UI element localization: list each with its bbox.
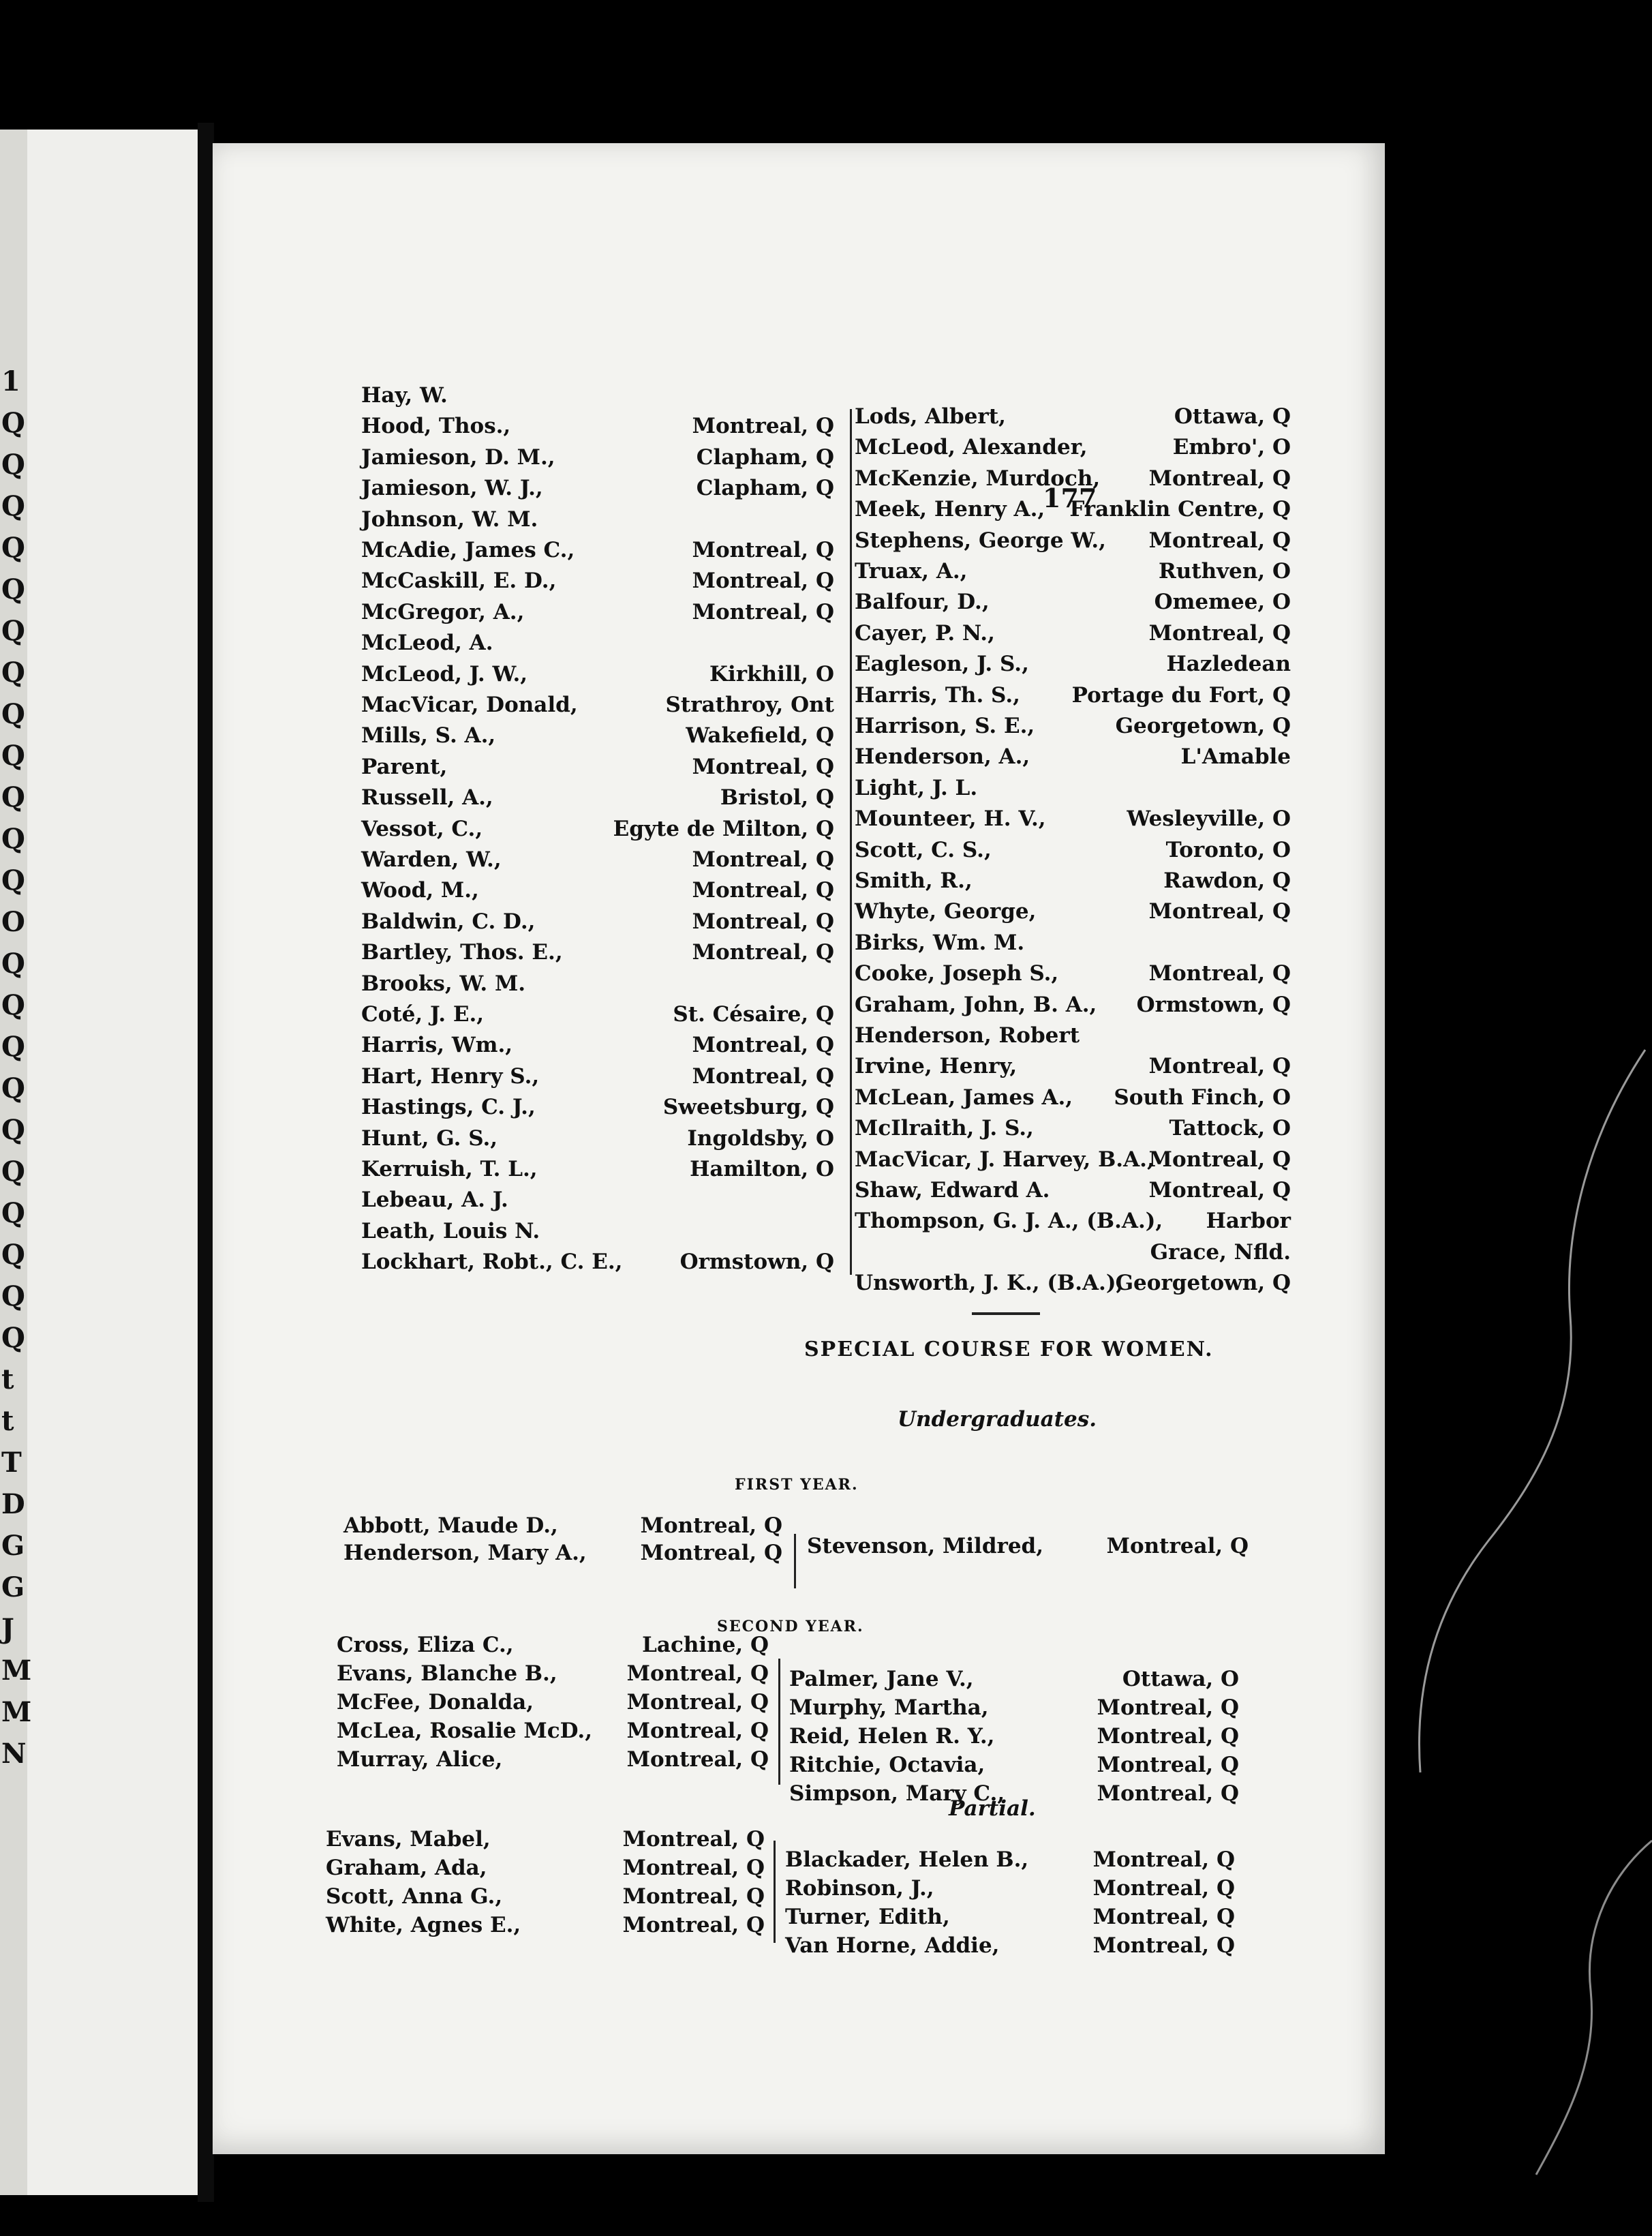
entry-name: Russell, A., [361, 785, 493, 811]
entry-place: Montreal, Q [1092, 1933, 1235, 1958]
entry-place: Portage du Fort, Q [1071, 682, 1291, 708]
entry-place: Montreal, Q [1092, 1905, 1235, 1929]
entry-place: Hazledean [1166, 652, 1291, 677]
entry-name: Robinson, J., [785, 1876, 934, 1901]
film-scratch-marks [1366, 1023, 1652, 2181]
prev-page-stub: t [1, 1363, 14, 1395]
entry-name: Turner, Edith, [785, 1905, 950, 1929]
entry-name: Stevenson, Mildred, [807, 1534, 1044, 1558]
entry-place: Grace, Nfld. [1150, 1239, 1291, 1265]
entry-place: Ottawa, O [1122, 1667, 1239, 1691]
entry-place: Rawdon, Q [1163, 868, 1291, 893]
entry-name: Evans, Blanche B., [337, 1661, 557, 1686]
entry-name: McLean, James A., [855, 1085, 1073, 1110]
entry-name: Irvine, Henry, [855, 1054, 1018, 1079]
entry-name: Jamieson, W. J., [361, 476, 543, 501]
entry-place: L'Amable [1180, 744, 1291, 770]
entry-name: Harrison, S. E., [855, 714, 1035, 738]
entry-name: Bartley, Thos. E., [361, 940, 563, 965]
entry-name: Thompson, G. J. A., (B.A.), [855, 1209, 1163, 1234]
entry-place: Montreal, Q [692, 847, 834, 872]
prev-page-stub: M [1, 1655, 32, 1687]
page-177 [213, 143, 1385, 2154]
entry-place: Kirkhill, O [709, 661, 834, 686]
entry-name: McFee, Donalda, [337, 1690, 534, 1714]
previous-page-edge [0, 130, 198, 2195]
entry-name: Vessot, C., [361, 816, 483, 841]
entry-name: Harris, Th. S., [855, 682, 1020, 708]
entry-name: White, Agnes E., [326, 1913, 521, 1937]
prev-page-stub: t [1, 1405, 14, 1437]
entry-place: Clapham, Q [696, 476, 834, 501]
prev-page-stub: Q [1, 1322, 25, 1354]
entry-place: Montreal, Q [692, 414, 834, 439]
entry-name: Lockhart, Robt., C. E., [361, 1250, 623, 1275]
entry-name: Baldwin, C. D., [361, 909, 536, 934]
entry-name: Mounteer, H. V., [855, 806, 1046, 832]
entry-name: Truax, A., [855, 559, 968, 584]
entry-name: Meek, Henry A., [855, 497, 1045, 522]
entry-place: Georgetown, Q [1115, 714, 1291, 738]
second-year-heading: SECOND YEAR. [717, 1618, 864, 1635]
entry-name: Cooke, Joseph S., [855, 961, 1059, 986]
prev-page-stub: Q [1, 615, 25, 647]
prev-page-stub: Q [1, 698, 25, 730]
entry-name: Scott, Anna G., [326, 1884, 503, 1909]
prev-page-stub: 1 [1, 365, 20, 397]
entry-name: Lods, Albert, [855, 404, 1006, 429]
entry-place: Montreal, Q [692, 569, 834, 594]
entry-place: Ormstown, Q [679, 1250, 834, 1275]
entry-place: Hamilton, O [690, 1157, 834, 1181]
entry-place: Montreal, Q [1097, 1695, 1239, 1720]
entry-name: Ritchie, Octavia, [789, 1753, 985, 1777]
entry-place: Georgetown, Q [1115, 1271, 1291, 1296]
entry-place: Montreal, Q [626, 1661, 769, 1686]
prev-page-stub: Q [1, 1239, 25, 1271]
entry-name: McKenzie, Murdoch, [855, 466, 1101, 491]
entry-name: McLea, Rosalie McD., [337, 1719, 592, 1743]
entry-place: Franklin Centre, Q [1069, 497, 1291, 522]
entry-place: Montreal, Q [692, 754, 834, 779]
section-heading: SPECIAL COURSE FOR WOMEN. [804, 1338, 1214, 1361]
prev-page-stub: Q [1, 948, 25, 980]
entry-place: Egyte de Milton, Q [613, 816, 834, 841]
entry-place: Montreal, Q [626, 1719, 769, 1743]
entry-place: Montreal, Q [1106, 1534, 1249, 1558]
entry-name: MacVicar, Donald, [361, 693, 578, 717]
entry-place: Montreal, Q [692, 1033, 834, 1058]
second-year-divider [778, 1659, 780, 1785]
prev-page-stub: Q [1, 1031, 25, 1063]
prev-page-stub: O [1, 906, 25, 938]
prev-page-stub: Q [1, 740, 25, 772]
entry-place: Montreal, Q [1148, 1054, 1291, 1079]
entry-name: Balfour, D., [855, 590, 990, 615]
prev-page-stub: Q [1, 781, 25, 813]
entry-place: Montreal, Q [1097, 1781, 1239, 1806]
prev-page-stub: G [1, 1571, 25, 1603]
entry-place: Montreal, Q [692, 538, 834, 562]
entry-name: Light, J. L. [855, 775, 978, 800]
entry-name: Palmer, Jane V., [789, 1667, 974, 1691]
entry-place: Montreal, Q [692, 909, 834, 934]
entry-name: Hunt, G. S., [361, 1125, 498, 1151]
entry-name: Whyte, George, [855, 899, 1037, 924]
prev-page-stub: Q [1, 1197, 25, 1229]
entry-name: Stephens, George W., [855, 528, 1106, 553]
entry-place: Montreal, Q [692, 940, 834, 965]
entry-place: Montreal, Q [1148, 620, 1291, 646]
entry-name: Wood, M., [361, 878, 479, 903]
entry-place: Montreal, Q [1097, 1724, 1239, 1749]
prev-page-stub: Q [1, 1114, 25, 1146]
entry-name: Jamieson, D. M., [361, 444, 555, 470]
prev-page-stub: Q [1, 656, 25, 689]
prev-page-stub: N [1, 1738, 27, 1770]
entry-place: Omemee, O [1154, 590, 1291, 615]
entry-name: Eagleson, J. S., [855, 652, 1029, 677]
entry-name: McLeod, Alexander, [855, 435, 1088, 460]
entry-place: Montreal, Q [1148, 528, 1291, 553]
previous-page-text-stubs [1, 365, 32, 1800]
first-year-divider [794, 1534, 796, 1588]
entry-place: Montreal, Q [622, 1913, 765, 1937]
entry-place: Montreal, Q [1148, 899, 1291, 924]
entry-place: Ingoldsby, O [687, 1125, 834, 1151]
entry-name: Birks, Wm. M. [855, 930, 1025, 955]
entry-name: Evans, Mabel, [326, 1827, 491, 1852]
prev-page-stub: Q [1, 1280, 25, 1312]
entry-name: Cayer, P. N., [855, 620, 995, 646]
prev-page-stub: T [1, 1447, 22, 1479]
prev-page-stub: G [1, 1530, 25, 1562]
entry-place: Sweetsburg, Q [662, 1095, 834, 1120]
entry-place: Montreal, Q [1097, 1753, 1239, 1777]
entry-name: Parent, [361, 754, 448, 779]
prev-page-stub: Q [1, 823, 25, 855]
entry-place: Montreal, Q [1092, 1876, 1235, 1901]
entry-name: Abbott, Maude D., [343, 1513, 558, 1538]
entry-name: McCaskill, E. D., [361, 569, 557, 594]
entry-place: Strathroy, Ont [665, 693, 834, 717]
partial-heading: Partial. [949, 1796, 1036, 1821]
column-divider [850, 409, 852, 1275]
entry-place: Lachine, Q [642, 1633, 769, 1657]
prev-page-stub: D [1, 1488, 25, 1520]
entry-place: Montreal, Q [1148, 961, 1291, 986]
prev-page-stub: Q [1, 1155, 25, 1188]
prev-page-stub: M [1, 1696, 32, 1728]
entry-name: McAdie, James C., [361, 538, 575, 562]
subsection-heading: Undergraduates. [898, 1407, 1097, 1432]
entry-name: Graham, John, B. A., [855, 992, 1097, 1017]
entry-place: Clapham, Q [696, 444, 834, 470]
entry-name: Henderson, A., [855, 744, 1030, 770]
entry-name: Hood, Thos., [361, 414, 511, 439]
entry-place: Toronto, O [1165, 837, 1291, 862]
entry-name: Cross, Eliza C., [337, 1633, 514, 1657]
entry-name: Shaw, Edward A. [855, 1178, 1050, 1203]
entry-place: Montreal, Q [692, 1063, 834, 1089]
prev-page-stub: Q [1, 449, 25, 481]
entry-name: Unsworth, J. K., (B.A.), [855, 1271, 1124, 1296]
entry-name: Murray, Alice, [337, 1747, 503, 1772]
prev-page-stub: Q [1, 989, 25, 1021]
entry-place: Montreal, Q [1092, 1847, 1235, 1872]
prev-page-stub: Q [1, 573, 25, 605]
entry-name: Kerruish, T. L., [361, 1157, 538, 1181]
entry-name: Van Horne, Addie, [785, 1933, 1000, 1958]
entry-name: Reid, Helen R. Y., [789, 1724, 995, 1749]
prev-page-stub: Q [1, 1072, 25, 1104]
entry-name: Lebeau, A. J. [361, 1188, 508, 1213]
entry-name: McLeod, A. [361, 631, 493, 656]
entry-place: Harbor [1206, 1209, 1291, 1234]
prev-page-stub: J [1, 1613, 14, 1645]
entry-place: South Finch, O [1114, 1085, 1291, 1110]
entry-place: Montreal, Q [640, 1541, 782, 1565]
entry-name: McGregor, A., [361, 599, 525, 624]
entry-name: Mills, S. A., [361, 723, 496, 749]
section-rule [972, 1312, 1040, 1315]
entry-name: Graham, Ada, [326, 1856, 487, 1880]
entry-place: Bristol, Q [720, 785, 834, 811]
entry-name: McLeod, J. W., [361, 661, 528, 686]
entry-place: Montreal, Q [1148, 1147, 1291, 1172]
entry-name: MacVicar, J. Harvey, B.A., [855, 1147, 1154, 1172]
entry-name: Simpson, Mary C., [789, 1781, 1005, 1806]
entry-place: Wesleyville, O [1127, 806, 1291, 832]
entry-name: McIlraith, J. S., [855, 1116, 1034, 1141]
entry-name: Johnson, W. M. [361, 507, 538, 532]
partial-divider [774, 1841, 776, 1943]
prev-page-stub: Q [1, 864, 25, 896]
entry-name: Scott, C. S., [855, 837, 992, 862]
book-gutter [198, 123, 214, 2202]
entry-place: Ottawa, Q [1174, 404, 1291, 429]
entry-place: Tattock, O [1169, 1116, 1291, 1141]
entry-place: St. Césaire, Q [673, 1002, 834, 1027]
entry-name: Brooks, W. M. [361, 971, 526, 996]
entry-place: Wakefield, Q [686, 723, 834, 749]
entry-place: Montreal, Q [622, 1827, 765, 1852]
entry-name: Murphy, Martha, [789, 1695, 989, 1720]
entry-name: Warden, W., [361, 847, 502, 872]
entry-place: Montreal, Q [1148, 1178, 1291, 1203]
entry-name: Harris, Wm., [361, 1033, 513, 1058]
page-number: 177 [1043, 483, 1097, 513]
prev-page-stub: Q [1, 490, 25, 522]
entry-name: Hay, W. [361, 383, 448, 408]
entry-name: Henderson, Mary A., [343, 1541, 587, 1565]
entry-place: Montreal, Q [626, 1747, 769, 1772]
entry-place: Ruthven, O [1158, 559, 1291, 584]
entry-place: Ormstown, Q [1136, 992, 1291, 1017]
prev-page-stub: Q [1, 407, 25, 439]
prev-page-stub: Q [1, 532, 25, 564]
entry-place: Montreal, Q [626, 1690, 769, 1714]
entry-name: Smith, R., [855, 868, 973, 893]
entry-name: Leath, Louis N. [361, 1218, 540, 1243]
entry-name: Blackader, Helen B., [785, 1847, 1029, 1872]
entry-name: Hart, Henry S., [361, 1063, 540, 1089]
entry-place: Montreal, Q [622, 1856, 765, 1880]
entry-place: Montreal, Q [622, 1884, 765, 1909]
first-year-heading: FIRST YEAR. [735, 1476, 859, 1494]
entry-name: Coté, J. E., [361, 1002, 485, 1027]
entry-place: Montreal, Q [692, 878, 834, 903]
entry-place: Montreal, Q [1148, 466, 1291, 491]
entry-name: Henderson, Robert [855, 1023, 1080, 1048]
entry-name: Hastings, C. J., [361, 1095, 536, 1120]
entry-place: Montreal, Q [640, 1513, 782, 1538]
entry-place: Montreal, Q [692, 599, 834, 624]
entry-place: Embro', O [1172, 435, 1291, 460]
